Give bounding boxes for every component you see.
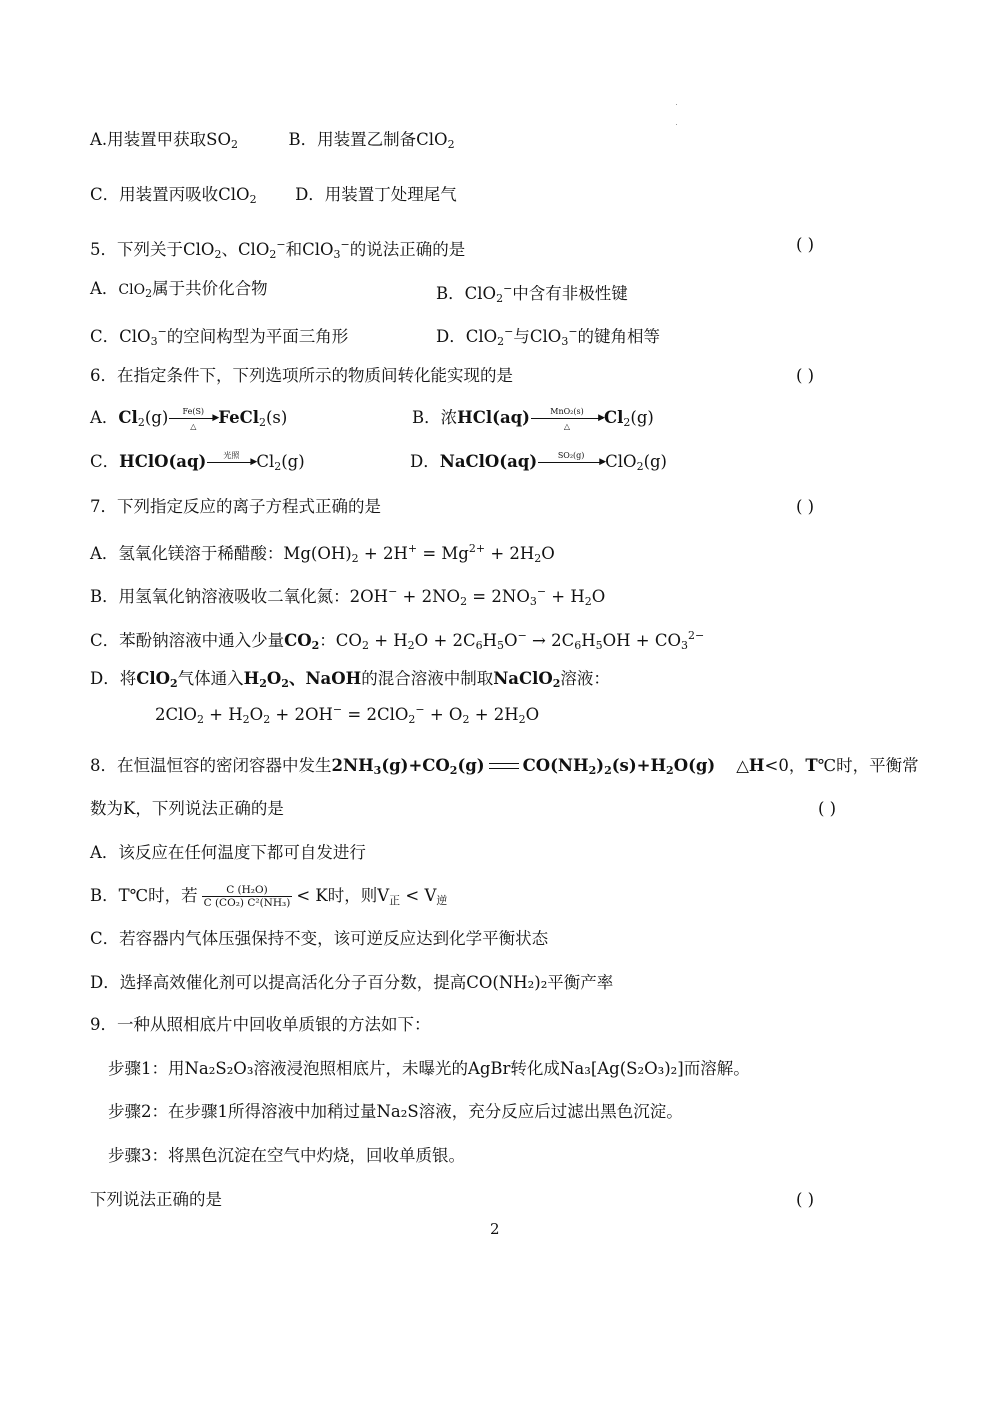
q7-option-a: A．氢氧化镁溶于稀醋酸：$Mg(OH)_2 + 2H^+ = Mg^{2+} + 2H_2O$ — [90, 542, 555, 565]
q8-stem-line2: 数为K，下列说法正确的是 — [90, 799, 284, 818]
q9-step3: 步骤3：将黑色沉淀在空气中灼烧，回收单质银。 — [108, 1146, 465, 1165]
equilibrium-arrow — [489, 762, 519, 772]
q6-option-a: A．$Cl_2(g)$ Fe(S) ▶ △ FeCl$_2$(s) — [90, 406, 288, 431]
q9-final: 下列说法正确的是 — [90, 1190, 222, 1209]
q8-stem-line1: 8．在恒温恒容的密闭容器中发生$2NH_3(g)+CO_2(g)$ $CO(NH_2)_2(s)+H_2O(g)$ △H<0，T℃时，平衡常 — [90, 756, 919, 777]
q5-stem: 5．下列关于ClO$_2$、ClO$_2$−和ClO$_3$−的说法正确的是 — [90, 238, 466, 261]
q9-answer-paren: ( ) — [796, 1190, 815, 1209]
q5-option-b: B．ClO$_2$−中含有非极性键 — [436, 282, 628, 305]
q9-step1: 步骤1：用Na₂S₂O₃溶液浸泡照相底片，未曝光的AgBr转化成Na₃[Ag(S₂O₃)₂]而溶解。 — [108, 1059, 750, 1078]
q8-option-a: A．该反应在任何温度下都可自发进行 — [90, 843, 366, 862]
page-number: 2 — [490, 1220, 500, 1238]
scan-speck — [676, 124, 677, 125]
reaction-arrow: SO₂(g) ▶ — [538, 453, 604, 473]
q6-option-d: D．NaClO(aq) SO₂(g) ▶ ClO$_2$(g) — [410, 450, 667, 473]
q8-option-c: C．若容器内气体压强保持不变，该可逆反应达到化学平衡状态 — [90, 929, 549, 948]
q5-option-d: D．ClO$_2$−与ClO$_3$−的键角相等 — [436, 325, 661, 348]
scan-speck — [676, 104, 677, 105]
q6-answer-paren: ( ) — [796, 366, 815, 385]
q5-answer-paren: ( ) — [796, 235, 815, 254]
reaction-arrow: Fe(S) ▶ △ — [169, 409, 217, 429]
q6-option-b: B．浓HCl(aq) MnO₂(s) ▶ △ $Cl_2(g)$ — [412, 406, 654, 431]
q8-option-b: B．T℃时，若 $\frac{\text{C (H₂O)}}{\text{C (CO₂) C²(NH₃)}}$ < K时，则$V_正 < V_逆$ — [90, 884, 448, 909]
reaction-arrow: 光照 ▶ — [207, 453, 255, 473]
q8-answer-paren: ( ) — [818, 799, 837, 818]
q7-stem: 7．下列指定反应的离子方程式正确的是 — [90, 497, 381, 516]
q5-option-c: C．ClO$_3$−的空间构型为平面三角形 — [90, 325, 349, 348]
q9-stem: 9．一种从照相底片中回收单质银的方法如下： — [90, 1015, 431, 1034]
q6-stem: 6．在指定条件下，下列选项所示的物质间转化能实现的是 — [90, 366, 513, 385]
q6-option-c: C．HClO(aq) 光照 ▶ $Cl_2(g)$ — [90, 450, 305, 473]
q8-option-d: D．选择高效催化剂可以提高活化分子百分数，提高CO(NH₂)₂平衡产率 — [90, 973, 614, 992]
quotient-fraction: $\frac{\text{C (H₂O)}}{\text{C (CO₂) C²(NH₃)}}$ — [203, 884, 291, 909]
reaction-arrow: MnO₂(s) ▶ △ — [531, 409, 603, 429]
q7-option-b: B．用氢氧化钠溶液吸收二氧化氮：$2OH^- + 2NO_2 = 2NO_3^- + H_2O$ — [90, 585, 606, 608]
q4-options-row2: C．用装置丙吸收ClO$_2$ D．用装置丁处理尾气 — [90, 185, 457, 206]
q5-option-a: A．ClO$_2$属于共价化合物 — [90, 279, 268, 300]
q7-option-d-equation: $2ClO_2 + H_2O_2 + 2OH^- = 2ClO_2^- + O_2 + 2H_2O$ — [155, 703, 540, 726]
q4-options-row1: A.用装置甲获取$SO_2$ B．用装置乙制备ClO$_2$ — [90, 130, 455, 151]
q7-option-c: C．苯酚钠溶液中通入少量$CO_2$：$CO_2 + H_2O + 2C_6H_5O^- \to 2C_6H_5OH + CO_3^{2-}$ — [90, 629, 705, 652]
q7-option-d: D．将ClO$_2$气体通入$H_2O_2$、NaOH的混合溶液中制取NaClO$_2$溶液： — [90, 669, 610, 690]
q9-step2: 步骤2：在步骤1所得溶液中加稍过量Na₂S溶液，充分反应后过滤出黑色沉淀。 — [108, 1102, 683, 1121]
q7-answer-paren: ( ) — [796, 497, 815, 516]
